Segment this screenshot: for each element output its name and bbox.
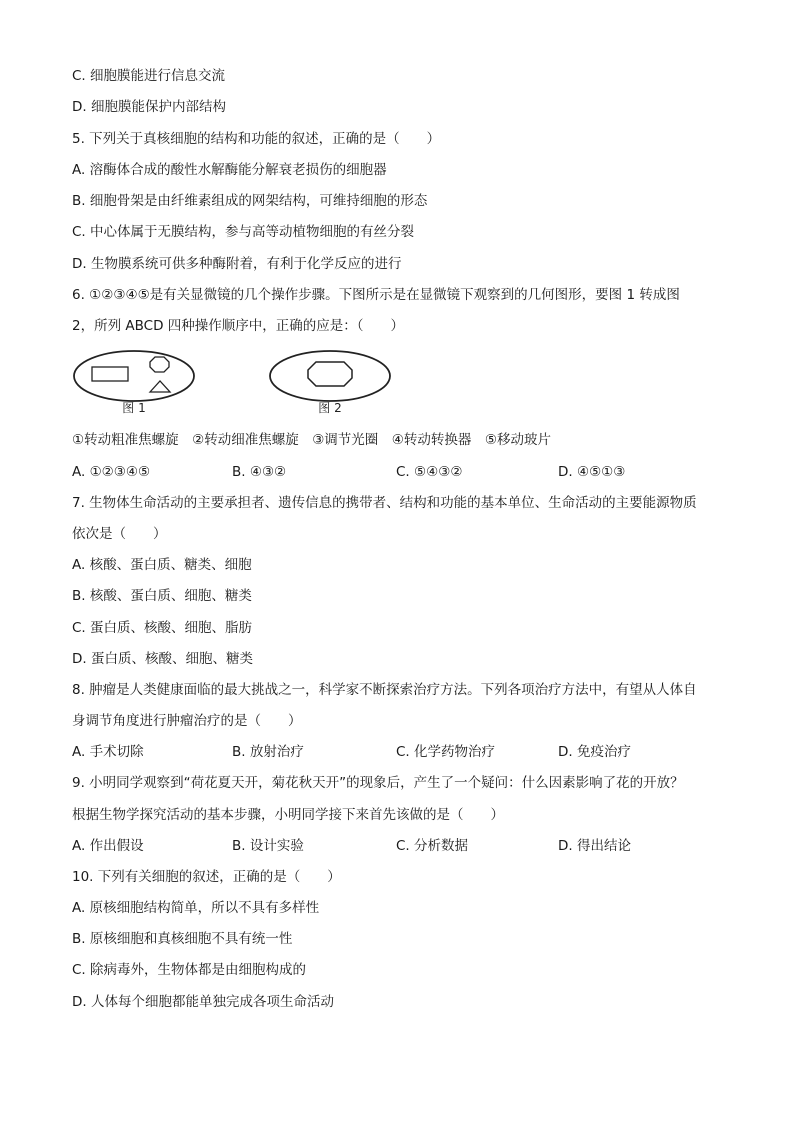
q7-option-d: D. 蛋白质、核酸、细胞、糖类 [72,651,253,667]
q8-stem-line2: 身调节角度进行肿瘤治疗的是（ ） [72,713,302,729]
figure-1-label: 图 1 [122,401,146,415]
figure-2-drawing [266,348,398,416]
q7-stem-line2: 依次是（ ） [72,526,167,542]
field-of-view-ellipse [270,351,390,401]
q5-option-d: D. 生物膜系统可供多种酶附着，有利于化学反应的进行 [72,256,402,272]
q8-option-c: C. 化学药物治疗 [396,744,496,760]
q5-option-b: B. 细胞骨架是由纤维素组成的网架结构，可维持细胞的形态 [72,193,428,209]
q6-option-c: C. ⑤④③② [396,464,463,480]
q7-option-c: C. 蛋白质、核酸、细胞、脂肪 [72,620,253,636]
figure-1-drawing [70,348,202,416]
q10-option-c: C. 除病毒外，生物体都是由细胞构成的 [72,962,307,978]
q8-option-a: A. 手术切除 [72,744,144,760]
q9-option-b: B. 设计实验 [232,838,304,854]
q4-option-c: C. 细胞膜能进行信息交流 [72,68,226,84]
octagon-shape [150,357,169,372]
q6-option-a: A. ①②③④⑤ [72,464,151,480]
q10-option-d: D. 人体每个细胞都能单独完成各项生命活动 [72,994,334,1010]
q4-option-d: D. 细胞膜能保护内部结构 [72,99,226,115]
q5-option-c: C. 中心体属于无膜结构，参与高等动植物细胞的有丝分裂 [72,224,415,240]
q5-stem: 5. 下列关于真核细胞的结构和功能的叙述，正确的是（ ） [72,131,441,147]
rectangle-shape [92,367,128,381]
q5-option-a: A. 溶酶体合成的酸性水解酶能分解衰老损伤的细胞器 [72,162,387,178]
q8-stem-line1: 8. 肿瘤是人类健康面临的最大挑战之一，科学家不断探索治疗方法。下列各项治疗方法中，有望从人体自 [72,682,697,698]
q9-option-d: D. 得出结论 [558,838,631,854]
q7-stem-line1: 7. 生物体生命活动的主要承担者、遗传信息的携带者、结构和功能的基本单位、生命活动的主要能源物质 [72,495,697,511]
q7-option-b: B. 核酸、蛋白质、细胞、糖类 [72,588,252,604]
figure-2 [266,348,398,420]
figure-2-label: 图 2 [318,401,342,415]
q6-stem-line1: 6. ①②③④⑤是有关显微镜的几个操作步骤。下图所示是在显微镜下观察到的几何图形，要图 1 转成图 [72,287,680,303]
q6-option-b: B. ④③② [232,464,287,480]
q6-option-d: D. ④⑤①③ [558,464,626,480]
q9-stem-line2: 根据生物学探究活动的基本步骤，小明同学接下来首先该做的是（ ） [72,807,504,823]
triangle-shape [150,381,170,392]
q10-stem: 10. 下列有关细胞的叙述，正确的是（ ） [72,869,341,885]
q9-stem-line1: 9. 小明同学观察到“荷花夏天开，菊花秋天开”的现象后，产生了一个疑问：什么因素影响了花的开放？ [72,775,684,791]
figure-1 [70,348,202,420]
q7-option-a: A. 核酸、蛋白质、糖类、细胞 [72,557,252,573]
q8-option-d: D. 免疫治疗 [558,744,631,760]
q9-option-a: A. 作出假设 [72,838,144,854]
q6-steps: ①转动粗准焦螺旋 ②转动细准焦螺旋 ③调节光圈 ④转动转换器 ⑤移动玻片 [72,432,552,448]
q10-option-b: B. 原核细胞和真核细胞不具有统一性 [72,931,293,947]
q6-stem-line2: 2，所列 ABCD 四种操作顺序中，正确的应是：（ ） [72,318,405,334]
q9-option-c: C. 分析数据 [396,838,469,854]
octagon-shape [308,362,352,386]
q10-option-a: A. 原核细胞结构简单，所以不具有多样性 [72,900,320,916]
q8-option-b: B. 放射治疗 [232,744,304,760]
